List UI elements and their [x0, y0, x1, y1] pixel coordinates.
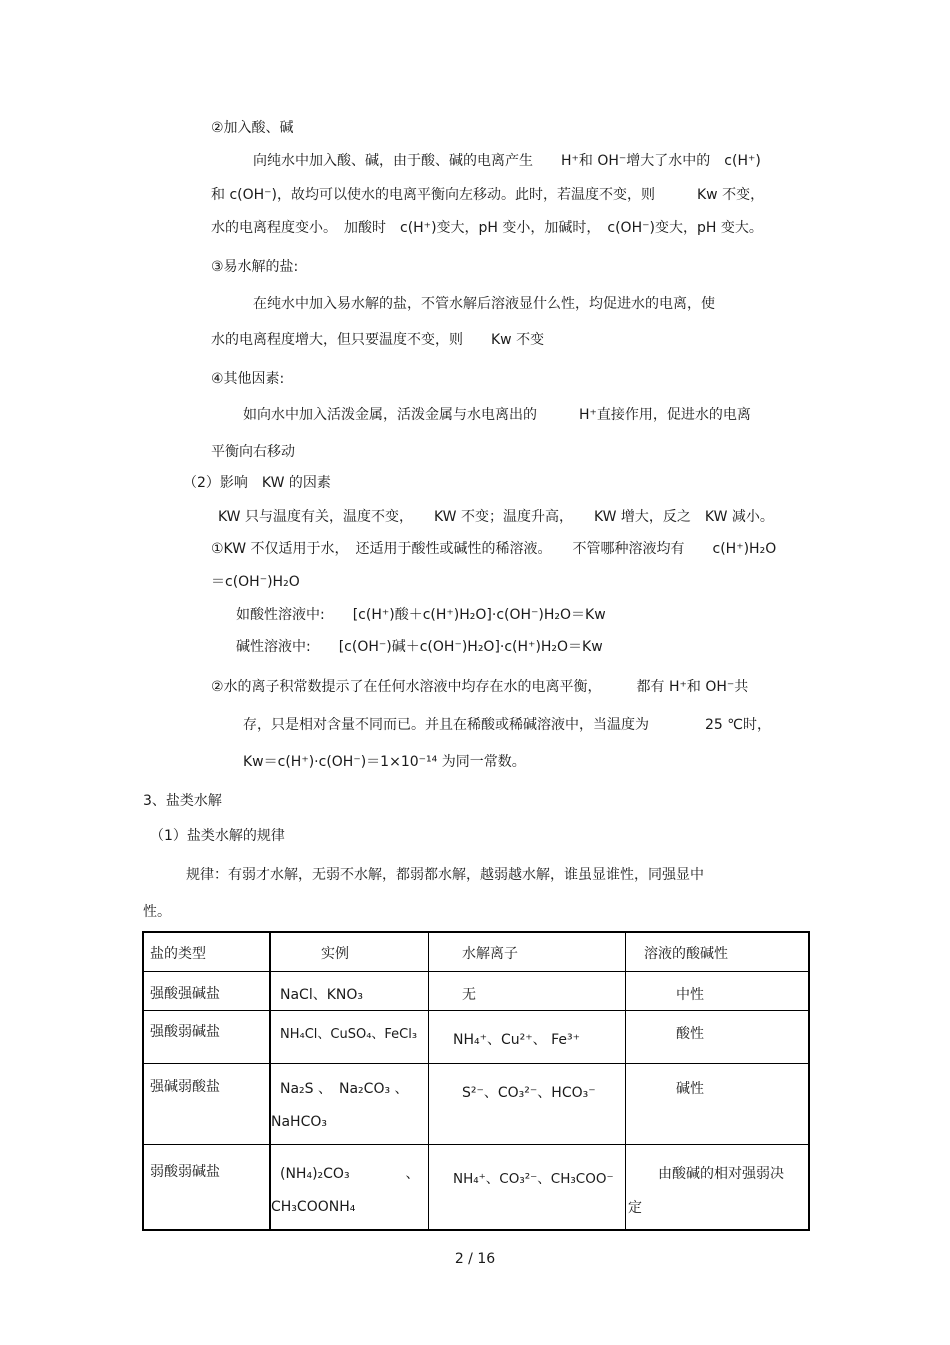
text-line: 向纯水中加入酸、碱，由于酸、碱的电离产生 H⁺和 OH⁻增大了水中的 c(H⁺)	[253, 153, 761, 169]
text-line: ①KW 不仅适用于水， 还适用于酸性或碱性的稀溶液。 不管哪种溶液均有 c(H⁺)H₂O	[211, 541, 777, 557]
table-cell: Na₂S 、 Na₂CO₃ 、 NaHCO₃	[270, 1064, 429, 1145]
table-cell: NaCl、KNO₃	[270, 972, 429, 1011]
section-heading: （1）盐类水解的规律	[150, 828, 285, 844]
table-row	[143, 972, 809, 1011]
text-line: 平衡向右移动	[211, 444, 295, 460]
section-heading: （2）影响 KW 的因素	[183, 475, 331, 491]
table-cell: (NH₄)₂CO₃ 、 CH₃COONH₄	[270, 1145, 429, 1231]
table-row	[143, 1145, 809, 1231]
text-line: 存，只是相对含量不同而已。并且在稀酸或稀碱溶液中，当温度为 25 ℃时，	[243, 717, 771, 733]
table-cell: 强酸强碱盐	[143, 972, 270, 1011]
text-line: ③易水解的盐:	[211, 259, 299, 275]
text-line: ④其他因素:	[211, 371, 285, 387]
text-line: 规律：有弱才水解，无弱不水解，都弱都水解，越弱越水解，谁虽显谁性，同强显中	[186, 867, 704, 883]
formula-line: 碱性溶液中: [c(OH⁻)碱＋c(OH⁻)H₂O]·c(H⁺)H₂O＝Kw	[236, 639, 603, 655]
table-cell: S²⁻、CO₃²⁻、HCO₃⁻	[429, 1064, 626, 1145]
table-cell: NH₄⁺、CO₃²⁻、CH₃COO⁻	[429, 1145, 626, 1231]
table-cell: 强酸弱碱盐	[143, 1011, 270, 1064]
table-cell: 强碱弱酸盐	[143, 1064, 270, 1145]
table-cell: NH₄⁺、Cu²⁺、 Fe³⁺	[429, 1011, 626, 1064]
section-heading: 3、盐类水解	[143, 793, 222, 809]
table-header-cell: 水解离子	[429, 932, 626, 972]
text-line: 在纯水中加入易水解的盐，不管水解后溶液显什么性，均促进水的电离，使	[253, 296, 715, 312]
text-line: 如向水中加入活泼金属，活泼金属与水电离出的 H⁺直接作用，促进水的电离	[243, 407, 751, 423]
text-line: KW 只与温度有关，温度不变， KW 不变；温度升高， KW 增大，反之 KW 减小。	[218, 509, 774, 525]
table-cell: NH₄Cl、CuSO₄、FeCl₃	[270, 1011, 429, 1064]
text-line: ②加入酸、碱	[211, 120, 294, 136]
salt-hydrolysis-table	[142, 931, 810, 1231]
table-cell: 碱性	[626, 1064, 810, 1145]
table-header-cell: 实例	[270, 932, 429, 972]
page-number: 2 / 16	[454, 1251, 496, 1267]
text-line: ②水的离子积常数提示了在任何水溶液中均存在水的电离平衡， 都有 H⁺和 OH⁻共	[211, 679, 749, 695]
text-line: ＝c(OH⁻)H₂O	[211, 574, 300, 590]
table-cell: 酸性	[626, 1011, 810, 1064]
table-cell: 弱酸弱碱盐	[143, 1145, 270, 1231]
formula-line: Kw＝c(H⁺)·c(OH⁻)＝1×10⁻¹⁴ 为同一常数。	[243, 754, 526, 770]
table-header-cell: 盐的类型	[143, 932, 270, 972]
table-header-row	[143, 932, 809, 972]
text-line: 水的电离程度变小。 加酸时 c(H⁺)变大，pH 变小，加碱时， c(OH⁻)变大，pH 变大。	[211, 220, 763, 236]
table-cell: 无	[429, 972, 626, 1011]
table-row	[143, 1064, 809, 1145]
text-line: 性。	[143, 904, 171, 920]
table-cell: 由酸碱的相对强弱决 定	[626, 1145, 810, 1231]
text-line: 和 c(OH⁻)，故均可以使水的电离平衡向左移动。此时，若温度不变，则 Kw 不变，	[211, 187, 765, 203]
table-row	[143, 1011, 809, 1064]
formula-line: 如酸性溶液中: [c(H⁺)酸＋c(H⁺)H₂O]·c(OH⁻)H₂O＝Kw	[236, 607, 606, 623]
table-cell: 中性	[626, 972, 810, 1011]
text-line: 水的电离程度增大，但只要温度不变，则 Kw 不变	[211, 332, 545, 348]
table-header-cell: 溶液的酸碱性	[626, 932, 810, 972]
